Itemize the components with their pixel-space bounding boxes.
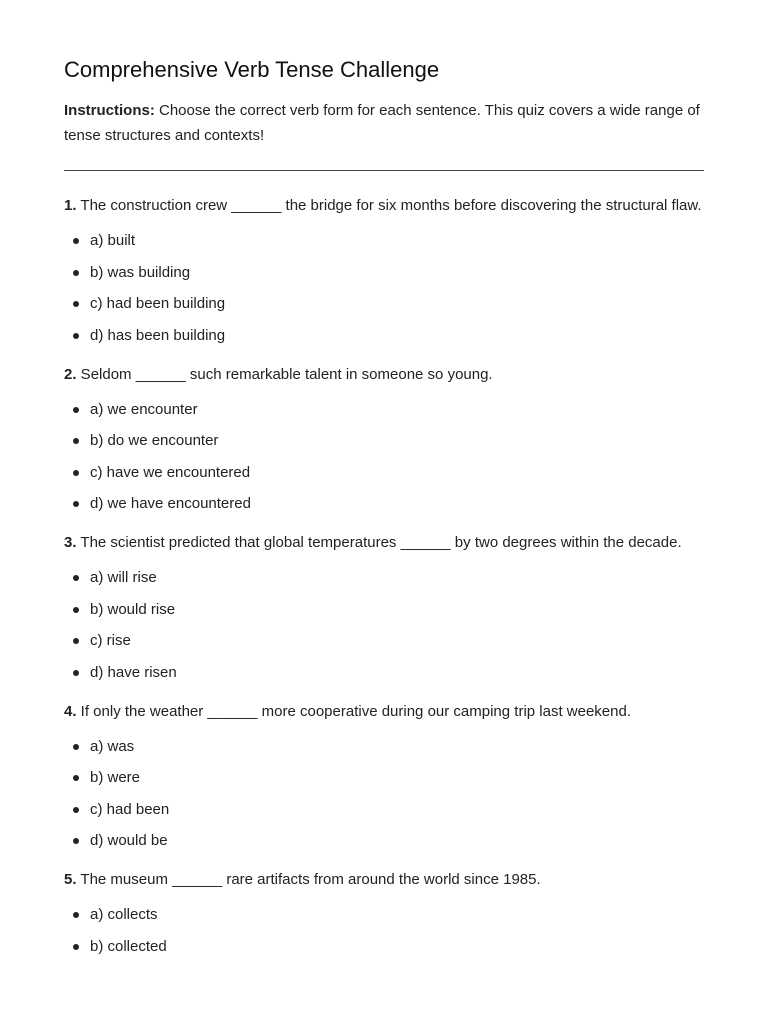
instructions-text: Choose the correct verb form for each sentence. This quiz covers a wide range of tense structures and contexts!: [64, 102, 700, 144]
options-list-2: [64, 400, 704, 515]
question-number: 1.: [64, 197, 77, 214]
options-list-3: [64, 568, 704, 683]
bullet-icon: [73, 438, 79, 444]
bullet-icon: [73, 807, 79, 813]
option-b[interactable]: [90, 263, 704, 283]
option-label: c) rise: [90, 632, 131, 649]
bullet-icon: [73, 638, 79, 644]
option-label: d) have risen: [90, 663, 177, 681]
option-label: c) had been: [90, 800, 170, 818]
option-d[interactable]: [90, 326, 704, 346]
bullet-icon: [73, 775, 79, 781]
option-label: d) would be: [90, 832, 168, 849]
bullet-icon: [73, 838, 79, 844]
option-label: d) we have encountered: [90, 495, 251, 512]
question-number: 4.: [64, 702, 77, 720]
option-c[interactable]: [90, 294, 704, 314]
bullet-icon: [73, 744, 79, 750]
question-2: [64, 364, 704, 386]
question-number: 5.: [64, 871, 77, 888]
option-label: b) were: [90, 769, 141, 786]
option-b[interactable]: [90, 937, 704, 957]
instructions: [64, 98, 704, 148]
option-label: b) do we encounter: [90, 432, 219, 449]
option-label: b) would rise: [90, 600, 176, 618]
question-text: The scientist predicted that global temperatures ______ by two degrees within the decade.: [76, 534, 682, 551]
question-text: The museum ______ rare artifacts from around the world since 1985.: [76, 871, 541, 888]
options-list-4: [64, 737, 704, 852]
option-label: b) collected: [90, 937, 167, 955]
option-a[interactable]: [90, 568, 704, 588]
question-4: [64, 701, 704, 723]
option-b[interactable]: [90, 600, 704, 620]
question-3: [64, 532, 704, 554]
bullet-icon: [73, 407, 79, 413]
instructions-label: Instructions:: [64, 102, 155, 119]
options-list-5: [64, 905, 704, 957]
bullet-icon: [73, 575, 79, 581]
option-label: b) was building: [90, 263, 191, 281]
option-a[interactable]: [90, 231, 704, 251]
option-a[interactable]: [90, 400, 704, 420]
bullet-icon: [73, 501, 79, 507]
option-b[interactable]: [90, 768, 704, 788]
option-label: a) collects: [90, 906, 158, 923]
option-label: c) had been building: [90, 295, 226, 312]
divider: [64, 170, 704, 171]
option-label: a) built: [90, 232, 136, 249]
option-b[interactable]: [90, 431, 704, 451]
bullet-icon: [73, 301, 79, 307]
option-d[interactable]: [90, 494, 704, 514]
option-a[interactable]: [90, 737, 704, 757]
question-5: [64, 869, 704, 891]
option-label: a) was: [90, 737, 135, 755]
question-1: [64, 195, 704, 217]
question-number: 3.: [64, 534, 77, 551]
bullet-icon: [73, 270, 79, 276]
bullet-icon: [73, 238, 79, 244]
option-c[interactable]: [90, 463, 704, 483]
option-c[interactable]: [90, 631, 704, 651]
option-label: d) has been building: [90, 326, 226, 344]
option-a[interactable]: [90, 905, 704, 925]
question-text: The construction crew ______ the bridge for six months before discovering the structural flaw.: [76, 197, 702, 214]
bullet-icon: [73, 470, 79, 476]
option-label: a) we encounter: [90, 400, 198, 418]
bullet-icon: [73, 670, 79, 676]
bullet-icon: [73, 944, 79, 950]
option-c[interactable]: [90, 800, 704, 820]
option-label: c) have we encountered: [90, 463, 251, 481]
options-list-1: [64, 231, 704, 346]
question-text: Seldom ______ such remarkable talent in someone so young.: [76, 365, 493, 383]
bullet-icon: [73, 333, 79, 339]
page-title: Comprehensive Verb Tense Challenge: [64, 57, 440, 82]
question-text: If only the weather ______ more cooperative during our camping trip last weekend.: [76, 702, 632, 720]
option-d[interactable]: [90, 663, 704, 683]
option-d[interactable]: [90, 831, 704, 851]
bullet-icon: [73, 912, 79, 918]
question-number: 2.: [64, 365, 77, 383]
bullet-icon: [73, 607, 79, 613]
option-label: a) will rise: [90, 569, 157, 586]
